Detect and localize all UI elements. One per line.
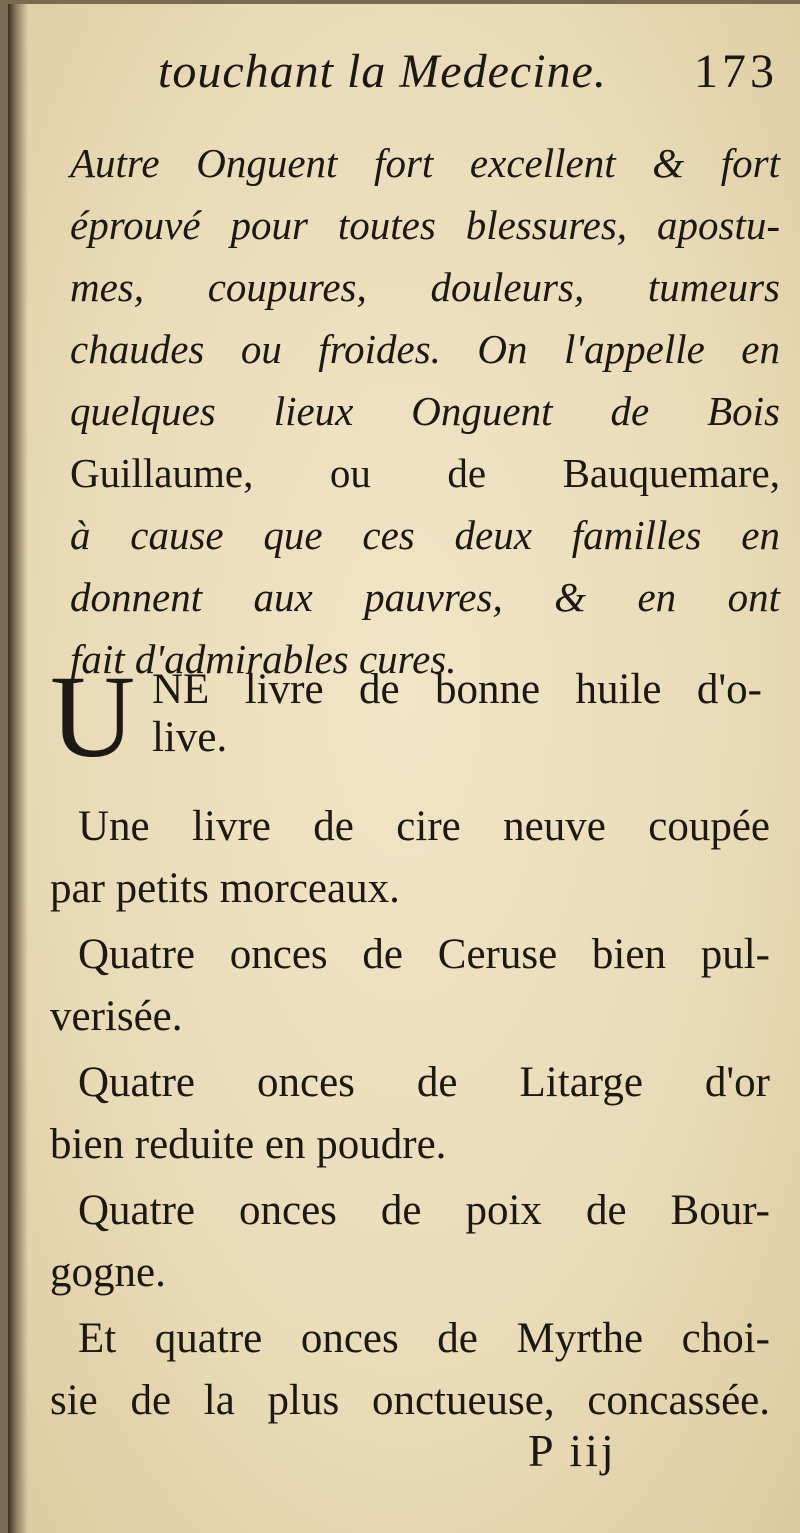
page-number: 173: [694, 45, 778, 98]
signature-mark: P iij: [528, 1425, 617, 1476]
heading-line: quelques lieux Onguent de Bois: [70, 388, 780, 434]
body-line: Quatre onces de Ceruse bien pul-: [78, 931, 770, 978]
heading-line: à cause que ces deux familles en: [70, 512, 780, 558]
recipe-heading: [70, 132, 780, 690]
running-title: touchant la Medecine.: [158, 45, 607, 98]
heading-line: donnent aux pauvres, & en ont: [70, 574, 780, 620]
page-header: [158, 44, 778, 114]
body-line: verisée.: [50, 993, 183, 1040]
book-page: [8, 4, 800, 1533]
heading-line: chaudes ou froides. On l'appelle en: [70, 326, 780, 372]
heading-line: Guillaume, ou de Bauquemare,: [70, 450, 780, 496]
body-line: sie de la plus onctueuse, concassée.: [50, 1377, 770, 1424]
body-line: Et quatre onces de Myrthe choi-: [78, 1315, 770, 1362]
heading-line: Autre Onguent fort excellent & fort: [70, 140, 780, 186]
body-line: gogne.: [50, 1249, 166, 1296]
page-gutter-shadow: [8, 4, 28, 1533]
body-line: Quatre onces de poix de Bour-: [78, 1187, 770, 1234]
body-line: Une livre de cire neuve coupée: [78, 803, 770, 850]
heading-line: mes, coupures, douleurs, tumeurs: [70, 264, 780, 310]
drop-cap: U: [50, 651, 136, 782]
body-line: par petits morceaux.: [50, 865, 400, 912]
body-line: NE livre de bonne huile d'o-: [152, 666, 762, 713]
body-line: live.: [152, 714, 228, 761]
heading-line: fait d'admirables cures.: [70, 636, 457, 682]
heading-line: éprouvé pour toutes blessures, apostu-: [70, 202, 780, 248]
body-line: bien reduite en poudre.: [50, 1121, 447, 1168]
body-line: Quatre onces de Litarge d'or: [78, 1059, 770, 1106]
